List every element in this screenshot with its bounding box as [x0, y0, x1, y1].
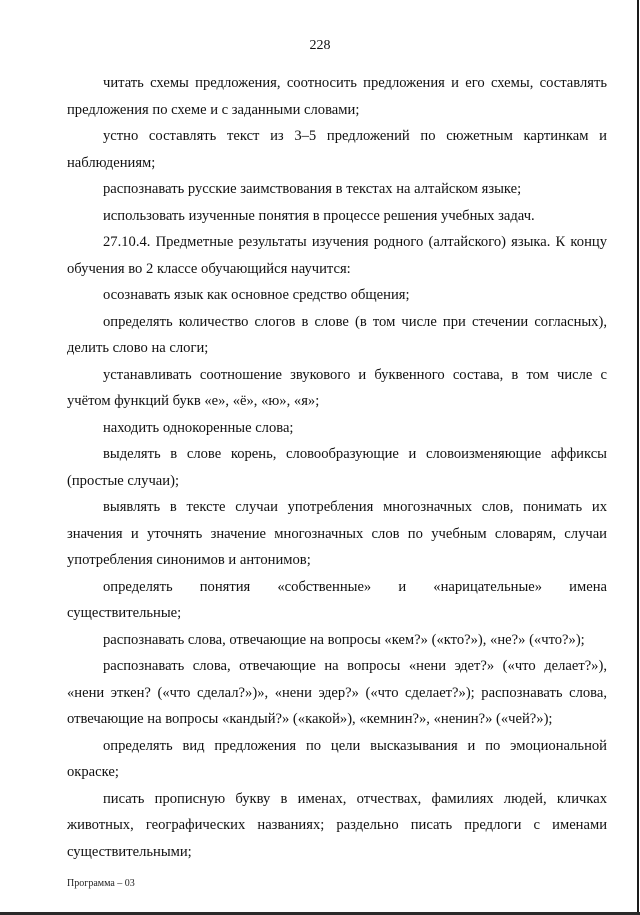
page-number: 228 — [309, 38, 331, 53]
section-heading-paragraph: 27.10.4. Предметные результаты изучения родного (алтайского) языка. К концу обучения во 2 классе обучающийся научится: — [67, 234, 607, 277]
paragraph: находить однокоренные слова; — [103, 419, 294, 436]
page-footer: Программа – 03 — [67, 878, 135, 889]
paragraph: писать прописную букву в именах, отчествах, фамилиях людей, кличках животных, географических названиях; раздельно писать предлоги с именами существительными; — [67, 790, 607, 860]
paragraph: использовать изученные понятия в процессе решения учебных задач. — [103, 207, 535, 224]
paragraph: осознавать язык как основное средство общения; — [103, 287, 410, 303]
paragraph: устанавливать соотношение звукового и буквенного состава, в том числе с учётом функций букв «е», «ё», «ю», «я»; — [67, 366, 607, 409]
paragraph: читать схемы предложения, соотносить предложения и его схемы, составлять предложения по схеме и с заданными словами; — [67, 75, 607, 118]
paragraph: выявлять в тексте случаи употребления многозначных слов, понимать их значения и уточнять значение многозначных слов по учебным словарям, случаи употребления синонимов и антонимов; — [67, 499, 607, 568]
paragraph: распознавать русские заимствования в текстах на алтайском языке; — [103, 181, 522, 197]
paragraph: устно составлять текст из 3–5 предложений по сюжетным картинкам и наблюдениям; — [67, 128, 607, 171]
paragraph: распознавать слова, отвечающие на вопросы «нени эдет?» («что делает?»), «нени эткен? («что сделал?»)», «нени эдер?» («что сделает?»); распознавать слова, отвечающие на вопросы «кандый?» («какой»), «кемнин?», «ненин?» («чей?»); — [67, 658, 607, 727]
paragraph: распознавать слова, отвечающие на вопросы «кем?» («кто?»), «не?» («что?»); — [103, 631, 585, 648]
document-body — [67, 70, 607, 865]
paragraph: определять вид предложения по цели высказывания и по эмоциональной окраске; — [67, 737, 607, 780]
scan-edge-right — [637, 0, 639, 915]
paragraph: определять количество слогов в слове (в том числе при стечении согласных), делить слово на слоги; — [67, 313, 607, 356]
paragraph: выделять в слове корень, словообразующие и словоизменяющие аффиксы (простые случаи); — [67, 446, 607, 489]
paragraph: определять понятия «собственные» и «нарицательные» имена существительные; — [67, 578, 607, 621]
